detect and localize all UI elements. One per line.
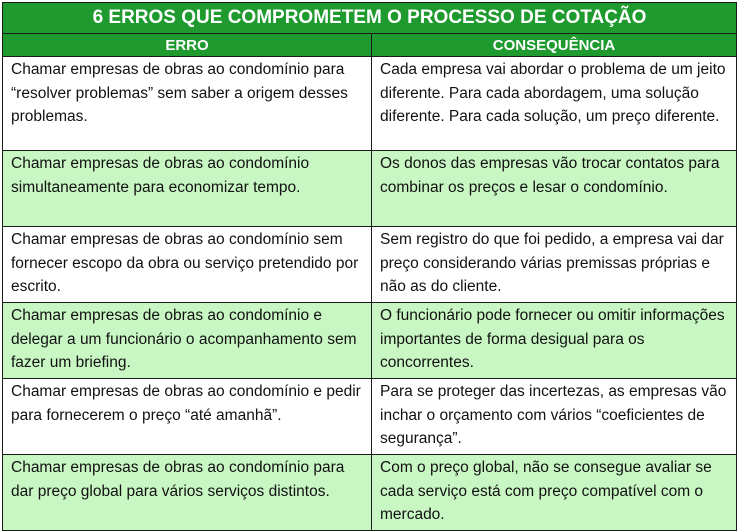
table-row bbox=[3, 455, 737, 531]
table-row bbox=[3, 303, 737, 379]
erro-cell: Chamar empresas de obras ao condomínio para dar preço global para vários serviços distintos. bbox=[3, 455, 372, 531]
consequencia-cell: O funcionário pode fornecer ou omitir informações importantes de forma desigual para os concorrentes. bbox=[372, 303, 737, 379]
erro-cell: Chamar empresas de obras ao condomínio para “resolver problemas” sem saber a origem desses problemas. bbox=[3, 57, 372, 151]
table-row bbox=[3, 151, 737, 227]
consequencia-cell: Com o preço global, não se consegue avaliar se cada serviço está com preço compatível com o mercado. bbox=[372, 455, 737, 531]
table-title: 6 ERROS QUE COMPROMETEM O PROCESSO DE COTAÇÃO bbox=[3, 3, 737, 34]
table-row bbox=[3, 227, 737, 303]
consequencia-cell: Sem registro do que foi pedido, a empresa vai dar preço considerando várias premissas próprias e não as do cliente. bbox=[372, 227, 737, 303]
consequencia-cell: Para se proteger das incertezas, as empresas vão inchar o orçamento com vários “coeficientes de segurança”. bbox=[372, 379, 737, 455]
header-erro: ERRO bbox=[3, 34, 372, 57]
erro-cell: Chamar empresas de obras ao condomínio sem fornecer escopo da obra ou serviço pretendido por escrito. bbox=[3, 227, 372, 303]
header-consequencia: CONSEQUÊNCIA bbox=[372, 34, 737, 57]
table-row bbox=[3, 57, 737, 151]
errors-table bbox=[2, 2, 737, 531]
erro-cell: Chamar empresas de obras ao condomínio e delegar a um funcionário o acompanhamento sem fazer um briefing. bbox=[3, 303, 372, 379]
table-row bbox=[3, 379, 737, 455]
erro-cell: Chamar empresas de obras ao condomínio simultaneamente para economizar tempo. bbox=[3, 151, 372, 227]
consequencia-cell: Cada empresa vai abordar o problema de um jeito diferente. Para cada abordagem, uma solução diferente. Para cada solução, um preço diferente. bbox=[372, 57, 737, 151]
consequencia-cell: Os donos das empresas vão trocar contatos para combinar os preços e lesar o condomínio. bbox=[372, 151, 737, 227]
erro-cell: Chamar empresas de obras ao condomínio e pedir para fornecerem o preço “até amanhã”. bbox=[3, 379, 372, 455]
